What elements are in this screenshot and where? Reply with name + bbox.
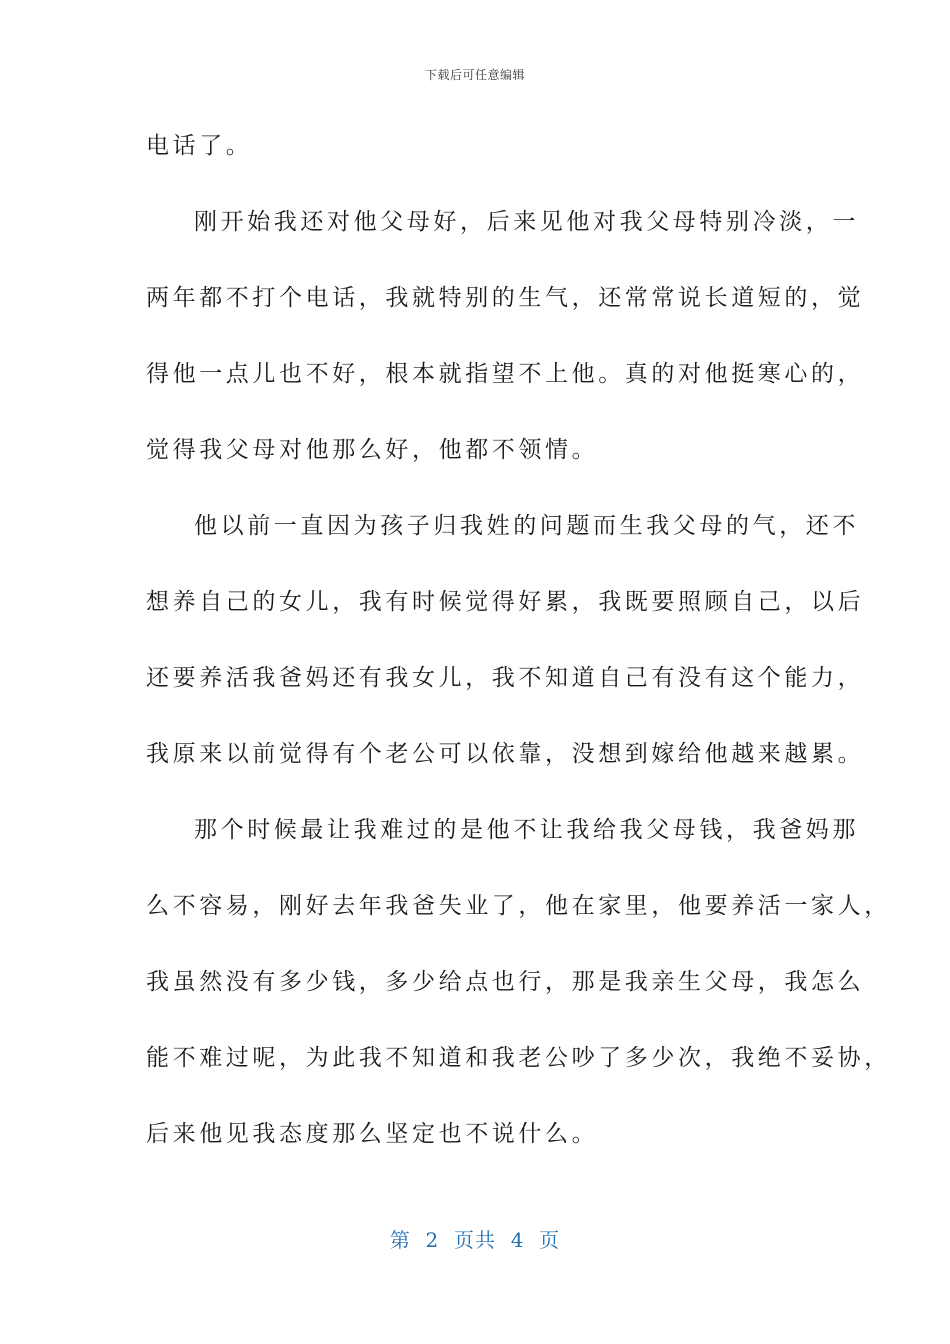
text-line: 还要养活我爸妈还有我女儿，我不知道自己有没有这个能力， <box>146 665 865 691</box>
text-line: 他以前一直因为孩子归我姓的问题而生我父母的气，还不 <box>194 513 859 539</box>
text-line: 么不容易，刚好去年我爸失业了，他在家里，他要养活一家人， <box>146 893 891 919</box>
text-line: 我虽然没有多少钱，多少给点也行，那是我亲生父母，我怎么 <box>146 969 865 995</box>
text-line: 得他一点儿也不好，根本就指望不上他。真的对他挺寒心的， <box>146 361 865 387</box>
text-line: 觉得我父母对他那么好，他都不领情。 <box>146 437 599 463</box>
text-line: 我原来以前觉得有个老公可以依靠，没想到嫁给他越来越累。 <box>146 741 865 767</box>
header-note: 下载后可任意编辑 <box>424 68 525 82</box>
text-line: 想养自己的女儿，我有时候觉得好累，我既要照顾自己，以后 <box>146 589 865 615</box>
text-line: 刚开始我还对他父母好，后来见他对我父母特别冷淡，一 <box>194 209 859 235</box>
text-line: 能不难过呢，为此我不知道和我老公吵了多少次，我绝不妥协， <box>146 1045 891 1071</box>
text-line: 两年都不打个电话，我就特别的生气，还常常说长道短的，觉 <box>146 285 865 311</box>
page-number: 第 2 页共 4 页 <box>389 1228 561 1252</box>
text-line: 后来他见我态度那么坚定也不说什么。 <box>146 1121 599 1147</box>
text-line: 电话了。 <box>146 133 253 159</box>
text-line: 那个时候最让我难过的是他不让我给我父母钱，我爸妈那 <box>194 817 859 843</box>
body-text <box>146 122 891 1186</box>
